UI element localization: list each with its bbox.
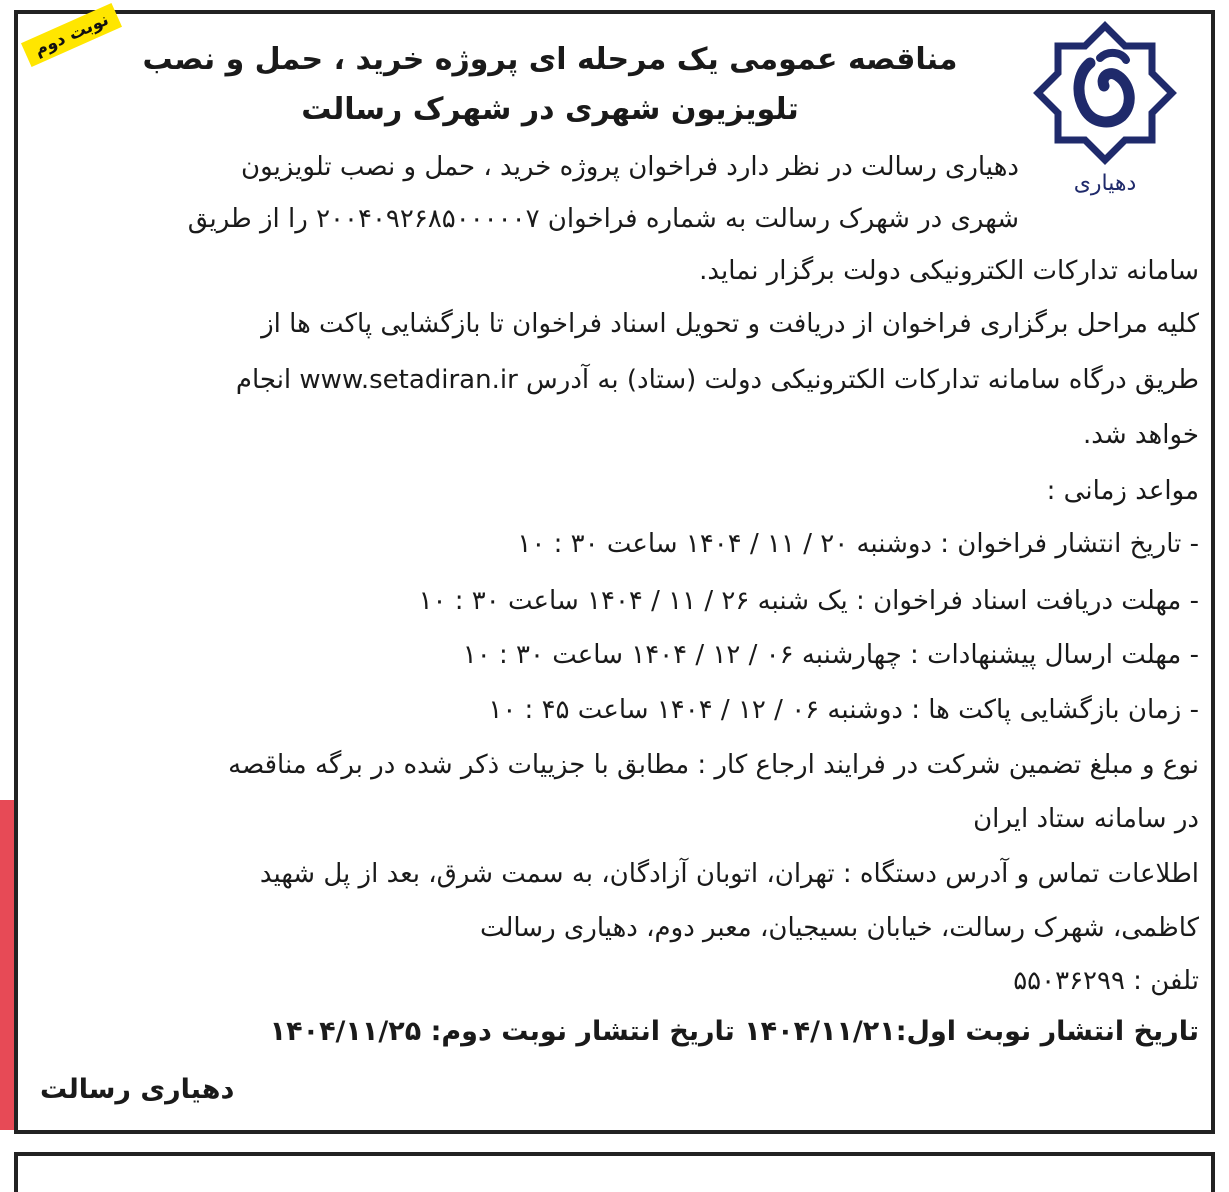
intro-line-1: دهیاری رسالت در نظر دارد فراخوان پروژه خرید ، حمل و نصب تلویزیون: [241, 152, 1019, 182]
dehyari-logo-icon: [1030, 18, 1180, 198]
process-line-2: طریق درگاه سامانه تدارکات الکترونیکی دولت (ستاد) به آدرس www.setadiran.ir انجام: [235, 365, 1199, 395]
process-line-1: کلیه مراحل برگزاری فراخوان از دریافت و تحویل اسناد فراخوان تا بازگشایی پاکت ها از: [261, 309, 1199, 339]
intro-line-3: سامانه تدارکات الکترونیکی دولت برگزار نماید.: [699, 256, 1199, 286]
title-line-2: تلویزیون شهری در شهرک رسالت: [301, 92, 799, 127]
signature: دهیاری رسالت: [40, 1074, 235, 1105]
contact-line-2: کاظمی، شهرک رسالت، خیابان بسیجیان، معبر دوم، دهیاری رسالت: [479, 913, 1199, 943]
intro-line-2: شهری در شهرک رسالت به شماره فراخوان ۲۰۰۴۰۹۲۶۸۵۰۰۰۰۰۷ را از طریق: [187, 204, 1019, 234]
second-publication-badge: نوبت دوم: [21, 3, 122, 67]
schedule-item: - مهلت ارسال پیشنهادات : چهارشنبه ۰۶ / ۱۲ / ۱۴۰۴ ساعت ۳۰ : ۱۰: [462, 640, 1199, 670]
schedule-item: - مهلت دریافت اسناد فراخوان : یک شنبه ۲۶ / ۱۱ / ۱۴۰۴ ساعت ۳۰ : ۱۰: [418, 586, 1199, 616]
contact-line-1: اطلاعات تماس و آدرس دستگاه : تهران، اتوبان آزادگان، به سمت شرق، بعد از پل شهید: [259, 859, 1199, 889]
process-line-3: خواهد شد.: [1082, 420, 1199, 450]
publish-dates: تاریخ انتشار نوبت اول:۱۴۰۴/۱۱/۲۱ تاریخ انتشار نوبت دوم: ۱۴۰۴/۱۱/۲۵: [269, 1016, 1199, 1047]
next-notice-frame: [14, 1152, 1215, 1192]
schedule-item: - زمان بازگشایی پاکت ها : دوشنبه ۰۶ / ۱۲ / ۱۴۰۴ ساعت ۴۵ : ۱۰: [488, 695, 1199, 725]
contact-phone: تلفن : ۵۵۰۳۶۲۹۹: [1013, 966, 1199, 996]
schedule-item: - تاریخ انتشار فراخوان : دوشنبه ۲۰ / ۱۱ / ۱۴۰۴ ساعت ۳۰ : ۱۰: [517, 529, 1199, 559]
schedule-heading: مواعد زمانی :: [1046, 476, 1199, 506]
side-decoration: [0, 800, 14, 1130]
guarantee-line-1: نوع و مبلغ تضمین شرکت در فرایند ارجاع کار : مطابق با جزییات ذکر شده در برگه مناقصه: [228, 750, 1199, 780]
logo-caption: دهیاری: [1073, 171, 1137, 196]
title-line-1: مناقصه عمومی یک مرحله ای پروژه خرید ، حمل و نصب: [142, 42, 958, 77]
guarantee-line-2: در سامانه ستاد ایران: [973, 804, 1199, 834]
